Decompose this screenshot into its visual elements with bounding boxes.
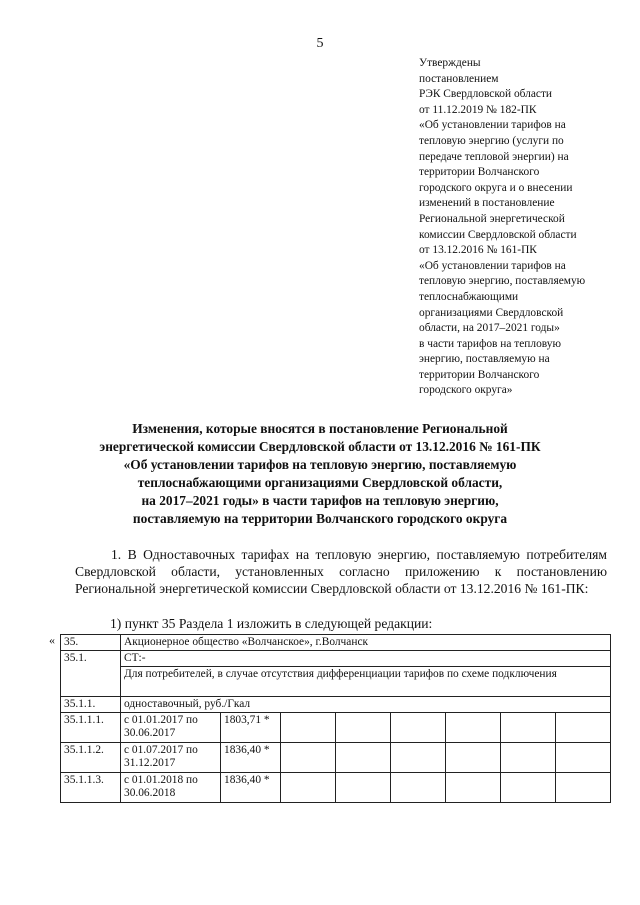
empty-cell [501,713,556,743]
approval-line: Утверждены [419,57,481,69]
approval-line: комиссии Свердловской области [419,228,577,241]
empty-cell [281,743,336,773]
approval-line: «Об установлении тарифов на [419,119,566,132]
row-number: 35. [61,635,121,651]
approval-line: городского округа» [419,384,513,397]
approval-line: теплоснабжающими [419,290,519,303]
row-number: 35.1.1. [61,697,121,713]
row-number: 35.1.1.2. [61,743,121,773]
paragraph-1: 1. В Одноставочных тарифах на тепловую энергию, поставляемую потребителям Свердловской области, установленных согласно приложению к постановлению Региональной энергетической комиссии Свердловской области от 13.12.2016 № 161-ПК: [75,547,607,596]
approval-line: в части тарифов на тепловую [419,337,561,350]
empty-cell [336,773,391,803]
approval-line: территории Волчанского [419,166,540,179]
approval-line: постановлением [419,72,499,85]
value-cell: 1836,40 * [221,773,281,803]
approval-line: области, на 2017–2021 годы» [419,322,560,335]
empty-cell [556,713,611,743]
table-row [61,635,611,651]
approval-line: организациями Свердловской [419,306,564,319]
approval-line: РЭК Свердловской области [419,88,553,101]
empty-cell [391,743,446,773]
tariff-table [60,634,611,803]
row-text: одноставочный, руб./Гкал [121,697,611,713]
title-line: теплоснабжающими организациями Свердловской области, [137,475,503,490]
empty-cell [556,773,611,803]
approval-line: от 11.12.2019 № 182-ПК [419,103,537,116]
approval-line: от 13.12.2016 № 161-ПК [419,244,537,257]
table-row [61,773,611,803]
table-row [61,667,611,697]
approval-line: изменений в постановление [419,197,555,210]
row-number: 35.1. [61,651,121,697]
period-cell: с 01.01.2017 по 30.06.2017 [121,713,221,743]
empty-cell [336,713,391,743]
title-line: поставляемую на территории Волчанского городского округа [132,511,508,526]
approval-line: территории Волчанского [419,368,540,381]
empty-cell [446,713,501,743]
table-row [61,697,611,713]
page-number: 5 [316,36,324,51]
title-line: энергетической комиссии Свердловской области от 13.12.2016 № 161-ПК [99,439,541,454]
item-1: 1) пункт 35 Раздела 1 изложить в следующей редакции: [110,616,433,631]
empty-cell [446,773,501,803]
empty-cell [501,743,556,773]
empty-cell [281,713,336,743]
empty-cell [391,713,446,743]
row-text: СТ:- [121,651,611,667]
empty-cell [501,773,556,803]
empty-cell [391,773,446,803]
opening-quote: « [49,633,55,647]
row-number: 35.1.1.1. [61,713,121,743]
approval-line: «Об установлении тарифов на [419,259,566,272]
document-title [70,420,570,528]
period-cell: с 01.07.2017 по 31.12.2017 [121,743,221,773]
approval-line: Региональной энергетической [419,212,565,225]
title-line: «Об установлении тарифов на тепловую энергию, поставляемую [123,457,517,472]
approval-line: тепловую энергию, поставляемую [419,275,586,288]
empty-cell [336,743,391,773]
approval-line: передаче тепловой энергии) на [419,150,569,163]
approval-line: городского округа и о внесении [419,181,573,194]
empty-cell [446,743,501,773]
consumers-text: Для потребителей, в случае отсутствия дифференциации тарифов по схеме подключения [121,667,611,697]
title-line: Изменения, которые вносятся в постановление Региональной [132,421,508,436]
body-text [75,546,607,597]
table-row [61,713,611,743]
organization-name: Акционерное общество «Волчанское», г.Волчанск [121,635,611,651]
table-row [61,651,611,667]
approval-block [419,56,619,399]
period-cell: с 01.01.2018 по 30.06.2018 [121,773,221,803]
approval-line: тепловую энергию (услуги по [419,134,564,147]
value-cell: 1836,40 * [221,743,281,773]
value-cell: 1803,71 * [221,713,281,743]
empty-cell [556,743,611,773]
approval-line: энергию, поставляемую на [419,353,550,366]
empty-cell [281,773,336,803]
table-row [61,743,611,773]
title-line: на 2017–2021 годы» в части тарифов на тепловую энергию, [141,493,499,508]
row-number: 35.1.1.3. [61,773,121,803]
